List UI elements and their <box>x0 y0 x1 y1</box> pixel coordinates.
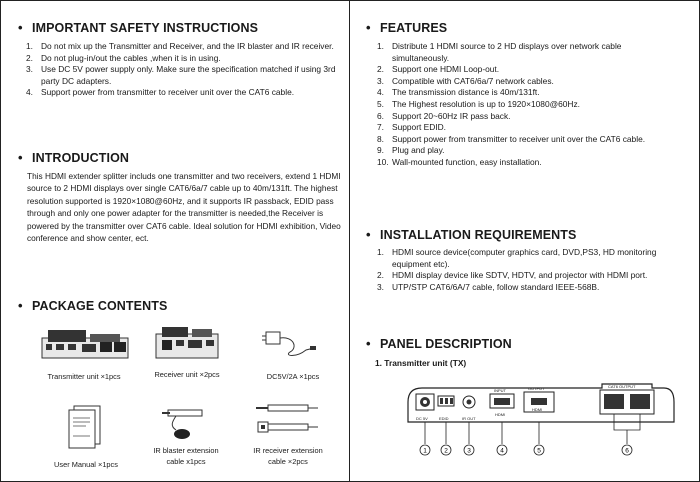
list-item: 2. Support one HDMI Loop-out. <box>377 64 500 75</box>
callout-5 <box>534 445 544 455</box>
ir-blaster-icon <box>156 408 216 442</box>
svg-text:5: 5 <box>537 447 541 455</box>
package-item-label: Transmitter unit ×1pcs <box>47 372 121 381</box>
package-item-label: IR blaster extension <box>153 446 219 455</box>
right-column <box>362 0 692 482</box>
callout-3 <box>464 445 474 455</box>
port-label: EDID <box>439 416 449 421</box>
package-item-label: cable x1pcs <box>166 457 206 466</box>
port-label: HDMI <box>495 412 506 417</box>
power-adapter-icon <box>260 326 320 360</box>
callout-6 <box>622 445 632 455</box>
list-item: 8. Support power from transmitter to receiver unit over the CAT6 cable. <box>377 133 646 144</box>
list-item: 3. Compatible with CAT6/6a/7 network cables. <box>377 75 554 86</box>
list-item: 9. Plug and play. <box>377 145 445 156</box>
callout-2 <box>441 445 451 455</box>
panel-subtitle: 1. Transmitter unit (TX) <box>375 358 467 368</box>
install-heading: • INSTALLATION REQUIREMENTS <box>366 227 577 242</box>
port-label: HDMI <box>532 407 543 412</box>
safety-heading: • IMPORTANT SAFETY INSTRUCTIONS <box>18 20 259 35</box>
features-list <box>377 41 677 169</box>
list-item: 1. HDMI source device(computer graphics card, DVD,PS3, HD monitoring equipment etc). <box>377 247 657 269</box>
list-item: 6. Support 20~60Hz IR pass back. <box>377 110 511 121</box>
bullet-icon: • <box>366 336 371 351</box>
package-item-label: DC5V/2A ×1pcs <box>266 372 320 381</box>
tx-panel-diagram <box>402 380 682 462</box>
bullet-icon: • <box>18 298 23 313</box>
bullet-icon: • <box>18 150 23 165</box>
bullet-icon: • <box>366 227 371 242</box>
panel-heading: • PANEL DESCRIPTION <box>366 336 512 351</box>
bullet-icon: • <box>18 20 23 35</box>
list-item: 2. Do not plug-in/out the cables ,when it is in using. <box>26 52 221 63</box>
list-item: 2. HDMI display device like SDTV, HDTV, and projector with HDMI port. <box>377 270 648 281</box>
ir-receiver-icon <box>250 400 324 440</box>
manual-icon <box>66 404 106 452</box>
left-column <box>12 0 342 482</box>
list-item: 3. Use DC 5V power supply only. Make sure the specification matched if using 3rd party DC adapters. <box>26 64 336 86</box>
list-item: 4. The transmission distance is 40m/131ft. <box>377 87 540 98</box>
port-label: INPUT <box>494 388 506 393</box>
callout-1 <box>420 445 430 455</box>
list-item: 5. The Highest resolution is up to 1920×1080@60Hz. <box>377 98 580 109</box>
svg-text:3: 3 <box>467 447 471 455</box>
list-item: 10. Wall-mounted function, easy installation. <box>377 156 542 167</box>
port-label: DC 5V <box>416 416 428 421</box>
list-item: 3. UTP/STP CAT6/6A/7 cable, follow standard IEEE-568B. <box>377 281 600 292</box>
svg-text:6: 6 <box>625 447 629 455</box>
port-label: OUTPUT <box>528 386 545 391</box>
list-item: 7. Support EDID. <box>377 122 446 133</box>
safety-list <box>26 41 342 99</box>
port-label: IR OUT <box>462 416 476 421</box>
intro-paragraph: This HDMI extender splitter includs one transmitter and two receivers, extend 1 HDMI source to 2 HDMI displays over single CAT6/6a/7 cable up to 40m/131ft. The highest resolution supported is 1920×1080@60Hz, and it supports IR passback, EDID pass through and only one power adapter for the transmitter is needed,the Receiver is powered by the transmitter over CAT6 cable. Ideal solution for HDMI exhibition, Video conference and show center, ect. <box>27 171 341 244</box>
svg-text:2: 2 <box>444 447 448 455</box>
package-heading: • PACKAGE CONTENTS <box>18 298 168 313</box>
bullet-icon: • <box>366 20 371 35</box>
port-label: CAT6 OUTPUT <box>608 384 636 389</box>
install-list <box>377 247 677 293</box>
features-heading: • FEATURES <box>366 20 448 35</box>
package-item-label: User Manual ×1pcs <box>54 460 118 469</box>
transmitter-icon <box>40 326 130 360</box>
list-item: 1. Distribute 1 HDMI source to 2 HD displays over network cable simultaneously. <box>377 41 622 63</box>
list-item: 1. Do not mix up the Transmitter and Receiver, and the IR blaster and IR receiver. <box>26 41 334 51</box>
intro-heading: • INTRODUCTION <box>18 150 130 165</box>
svg-text:1: 1 <box>423 447 427 455</box>
list-item: 4. Support power from transmitter to receiver unit over the CAT6 cable. <box>26 87 295 98</box>
svg-text:4: 4 <box>500 447 504 455</box>
callout-4 <box>497 445 507 455</box>
receiver-icon <box>152 324 222 362</box>
package-item-label: Receiver unit ×2pcs <box>154 370 220 379</box>
column-divider <box>349 0 350 482</box>
package-item-label: IR receiver extension <box>253 446 323 455</box>
package-item-label: cable ×2pcs <box>268 457 308 466</box>
